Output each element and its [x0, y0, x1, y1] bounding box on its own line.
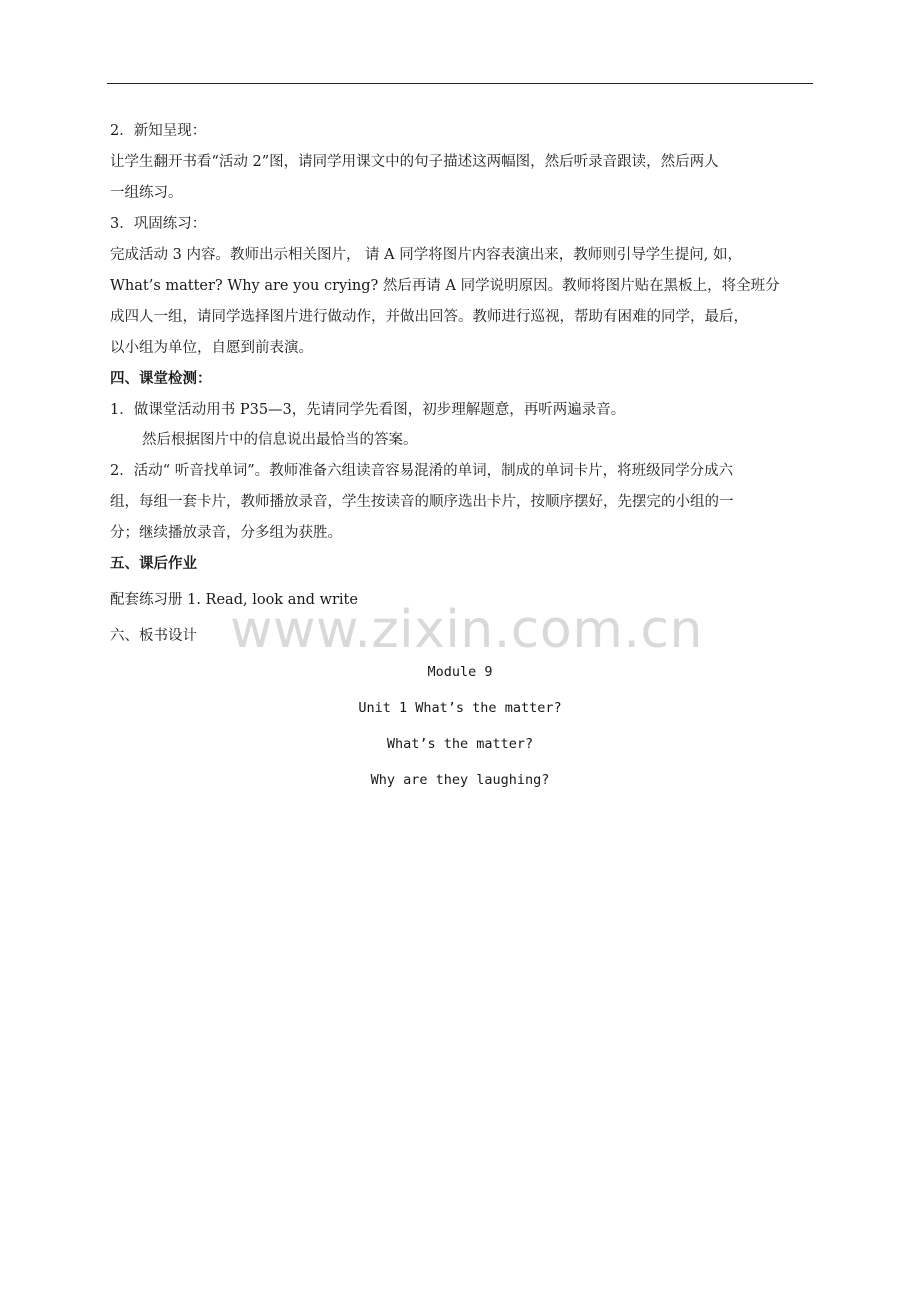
board-unit-title: Unit 1 What’s the matter? [358, 700, 562, 716]
section-heading-class-check: 四、课堂检测： [110, 370, 212, 387]
paragraph-line: 2．活动“ 听音找单词”。教师准备六组读音容易混淆的单词，制成的单词卡片，将班级同学分成六 [110, 463, 734, 479]
board-sentence: What’s the matter? [386, 736, 534, 752]
paragraph-line: 1．做课堂活动用书 P35—3，先请同学先看图，初步理解题意，再听两遍录音。 [110, 402, 626, 418]
paragraph-line: 让学生翻开书看“活动 2”图，请同学用课文中的句子描述这两幅图，然后听录音跟读，然后两人 [110, 154, 719, 170]
section-practice-heading: 3．巩固练习： [110, 216, 207, 232]
paragraph-line: 以小组为单位，自愿到前表演。 [110, 340, 313, 356]
paragraph-line-indented: 然后根据图片中的信息说出最恰当的答案。 [142, 432, 418, 448]
watermark: www.zixin.com.cn [230, 600, 703, 660]
header-rule [107, 83, 813, 84]
paragraph-line: 完成活动 3 内容。教师出示相关图片， 请 A 同学将图片内容表演出来，教师则引导学生提问, 如， [110, 247, 742, 263]
section-heading-homework: 五、课后作业 [110, 555, 197, 572]
paragraph-line: What’s matter? Why are you crying? 然后再请 A 同学说明原因。教师将图片贴在黑板上，将全班分 [110, 278, 780, 294]
paragraph-line: 一组练习。 [110, 185, 183, 201]
section-new-knowledge-heading: 2．新知呈现： [110, 123, 207, 139]
section-heading-board-design: 六、板书设计 [110, 628, 197, 644]
board-module-title: Module 9 [427, 664, 493, 680]
paragraph-line: 分；继续播放录音，分多组为获胜。 [110, 525, 342, 541]
board-sentence: Why are they laughing? [370, 772, 550, 788]
paragraph-line: 成四人一组，请同学选择图片进行做动作，并做出回答。教师进行巡视，帮助有困难的同学，最后， [110, 309, 748, 325]
homework-line: 配套练习册 1. Read, look and write [110, 592, 358, 608]
paragraph-line: 组，每组一套卡片，教师播放录音，学生按读音的顺序选出卡片，按顺序摆好，先摆完的小组的一 [110, 494, 734, 510]
